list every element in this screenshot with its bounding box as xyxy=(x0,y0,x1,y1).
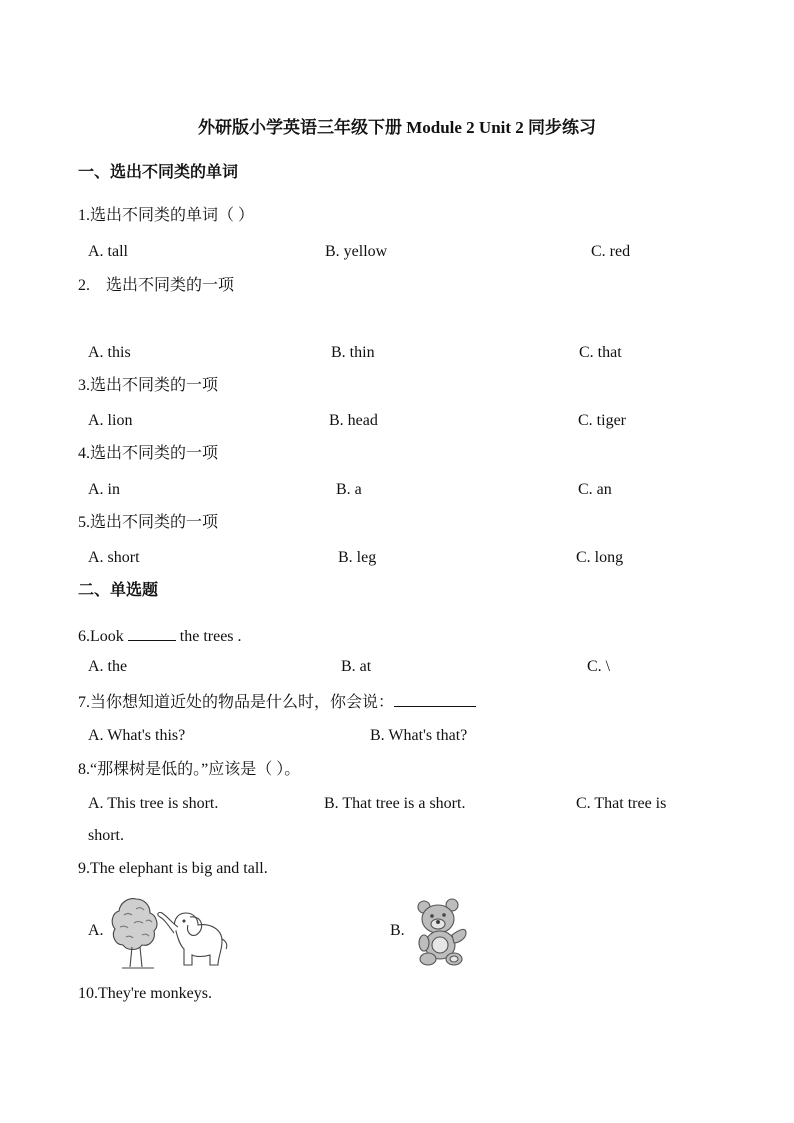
question-7-option-a[interactable]: A. What's this? xyxy=(88,727,186,744)
elephant-tree-icon[interactable] xyxy=(106,893,232,971)
question-3-option-c[interactable]: C. tiger xyxy=(578,412,626,429)
question-1-option-b[interactable]: B. yellow xyxy=(325,243,388,260)
teddy-bear-icon[interactable] xyxy=(412,895,472,967)
question-6-option-c[interactable]: C. \ xyxy=(587,658,611,675)
question-2-stem: 2. 选出不同类的一项 xyxy=(78,277,235,294)
question-2-option-c[interactable]: C. that xyxy=(579,344,622,361)
question-5-option-c[interactable]: C. long xyxy=(576,549,624,566)
question-2-option-a[interactable]: A. this xyxy=(88,344,131,361)
question-3-option-a[interactable]: A. lion xyxy=(88,412,133,429)
question-8-option-a[interactable]: A. This tree is short. xyxy=(88,795,219,812)
question-9-option-a-label[interactable]: A. xyxy=(88,922,104,939)
page-title: 外研版小学英语三年级下册 Module 2 Unit 2 同步练习 xyxy=(197,118,597,137)
question-2-option-b[interactable]: B. thin xyxy=(331,344,375,361)
question-9-option-b-label[interactable]: B. xyxy=(390,922,405,939)
question-6-option-b[interactable]: B. at xyxy=(341,658,372,675)
question-5-option-b[interactable]: B. leg xyxy=(338,549,377,566)
question-1-stem: 1.选出不同类的单词（ ） xyxy=(78,207,255,224)
question-3-option-b[interactable]: B. head xyxy=(329,412,378,429)
question-8-option-c-continued: short. xyxy=(88,827,124,844)
question-3-stem: 3.选出不同类的一项 xyxy=(78,377,219,394)
question-6-blank[interactable] xyxy=(128,625,176,641)
section-heading-2: 二、单选题 xyxy=(78,582,159,599)
question-6-stem-start: 6.Look xyxy=(78,628,124,645)
question-8-option-c[interactable]: C. That tree is xyxy=(576,795,667,812)
question-1-option-c[interactable]: C. red xyxy=(591,243,631,260)
question-7-stem xyxy=(78,691,476,713)
question-7-option-b[interactable]: B. What's that? xyxy=(370,727,468,744)
question-7-stem-text: 7.当你想知道近处的物品是什么时，你会说： xyxy=(78,694,395,711)
section-heading-1: 一、选出不同类的单词 xyxy=(78,164,239,181)
question-7-blank[interactable] xyxy=(394,691,476,707)
question-4-stem: 4.选出不同类的一项 xyxy=(78,445,219,462)
question-6-option-a[interactable]: A. the xyxy=(88,658,128,675)
question-4-option-b[interactable]: B. a xyxy=(336,481,362,498)
question-6-stem-end: the trees . xyxy=(179,628,242,645)
question-4-option-c[interactable]: C. an xyxy=(578,481,612,498)
question-6-stem xyxy=(78,625,242,647)
question-5-option-a[interactable]: A. short xyxy=(88,549,140,566)
question-5-stem: 5.选出不同类的一项 xyxy=(78,514,219,531)
question-9-stem: 9.The elephant is big and tall. xyxy=(78,860,268,877)
question-8-option-b[interactable]: B. That tree is a short. xyxy=(324,795,466,812)
question-8-stem: 8.“那棵树是低的。”应该是（ ）。 xyxy=(78,761,301,778)
question-10-stem: 10.They're monkeys. xyxy=(78,985,212,1002)
question-4-option-a[interactable]: A. in xyxy=(88,481,120,498)
question-1-option-a[interactable]: A. tall xyxy=(88,243,128,260)
